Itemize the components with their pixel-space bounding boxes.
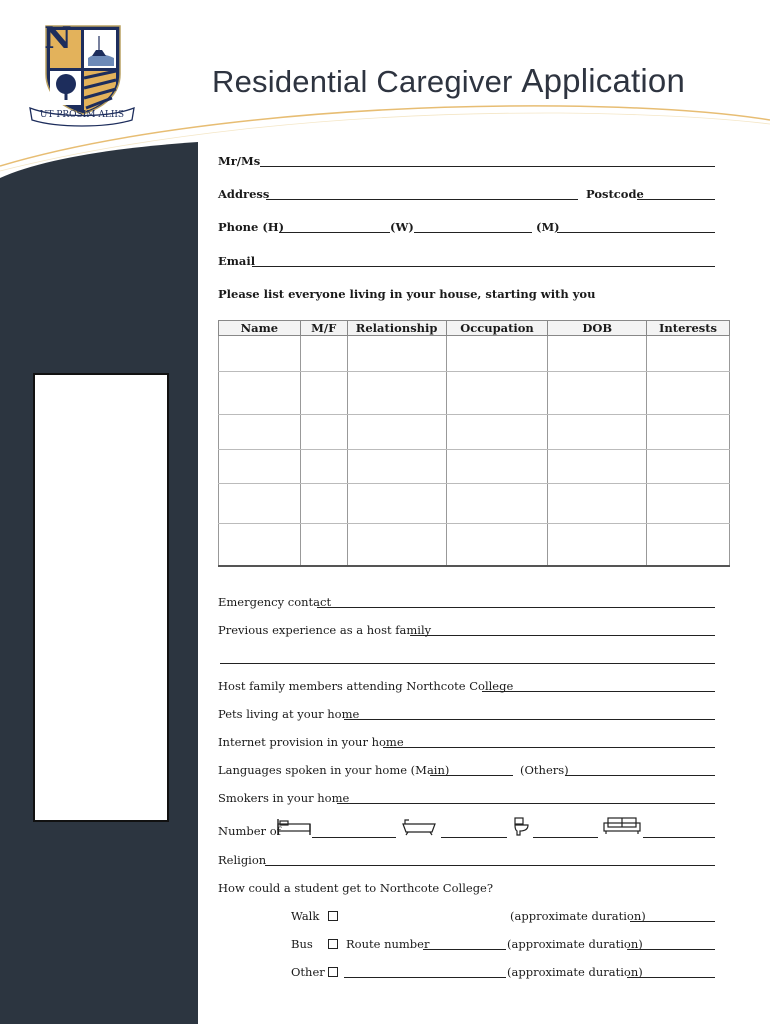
bed-icon bbox=[276, 818, 312, 836]
smokers-label: Smokers in your home bbox=[218, 791, 350, 805]
walk-duration-label: (approximate duration) bbox=[510, 909, 646, 923]
table-cell[interactable] bbox=[647, 415, 730, 450]
table-cell[interactable] bbox=[548, 372, 647, 415]
table-cell[interactable] bbox=[300, 372, 347, 415]
table-cell[interactable] bbox=[647, 372, 730, 415]
bathrooms-field[interactable] bbox=[441, 837, 507, 838]
table-cell[interactable] bbox=[446, 415, 548, 450]
pets-field[interactable] bbox=[344, 719, 715, 720]
table-cell[interactable] bbox=[446, 524, 548, 566]
table-cell[interactable] bbox=[347, 372, 446, 415]
table-cell[interactable] bbox=[548, 336, 647, 372]
household-table bbox=[218, 320, 730, 567]
table-cell[interactable] bbox=[300, 524, 347, 566]
members-label: Host family members attending Northcote College bbox=[218, 679, 514, 693]
internet-field[interactable] bbox=[383, 747, 715, 748]
address-label: Address bbox=[218, 187, 270, 201]
col-header-relationship: Relationship bbox=[347, 321, 446, 336]
number-of-label: Number of bbox=[218, 824, 281, 838]
phone-work-field[interactable] bbox=[414, 232, 532, 233]
col-header-occupation: Occupation bbox=[446, 321, 548, 336]
table-cell[interactable] bbox=[347, 524, 446, 566]
col-header-dob: DOB bbox=[548, 321, 647, 336]
title-part-2: Application bbox=[521, 62, 686, 99]
bus-label: Bus bbox=[291, 937, 313, 951]
other-label: Other bbox=[291, 965, 325, 979]
table-cell[interactable] bbox=[647, 450, 730, 484]
other-method-field[interactable] bbox=[344, 977, 506, 978]
bus-duration-label: (approximate duration) bbox=[507, 937, 643, 951]
table-row bbox=[219, 484, 730, 524]
other-duration-field[interactable] bbox=[627, 977, 715, 978]
members-field[interactable] bbox=[482, 691, 715, 692]
table-row bbox=[219, 372, 730, 415]
route-number-label: Route number bbox=[346, 937, 430, 951]
table-cell[interactable] bbox=[647, 484, 730, 524]
photo-box[interactable] bbox=[33, 373, 169, 822]
title-part-1: Residential Caregiver bbox=[212, 64, 513, 99]
table-cell[interactable] bbox=[219, 336, 301, 372]
route-number-field[interactable] bbox=[423, 949, 506, 950]
walk-label: Walk bbox=[291, 909, 320, 923]
table-row bbox=[219, 415, 730, 450]
table-cell[interactable] bbox=[548, 450, 647, 484]
phone-mobile-field[interactable] bbox=[557, 232, 715, 233]
col-header-name: Name bbox=[219, 321, 301, 336]
table-cell[interactable] bbox=[548, 524, 647, 566]
table-cell[interactable] bbox=[647, 336, 730, 372]
mr-ms-field[interactable] bbox=[260, 166, 715, 167]
table-cell[interactable] bbox=[300, 450, 347, 484]
email-label: Email bbox=[218, 254, 256, 268]
table-cell[interactable] bbox=[219, 450, 301, 484]
table-cell[interactable] bbox=[347, 415, 446, 450]
table-cell[interactable] bbox=[446, 484, 548, 524]
toilet-icon bbox=[512, 816, 532, 836]
phone-mobile-label: (M) bbox=[536, 220, 560, 234]
table-cell[interactable] bbox=[300, 336, 347, 372]
table-cell[interactable] bbox=[219, 415, 301, 450]
other-checkbox[interactable] bbox=[328, 967, 338, 977]
table-cell[interactable] bbox=[548, 484, 647, 524]
languages-main-label: Languages spoken in your home (Main) bbox=[218, 763, 450, 777]
table-cell[interactable] bbox=[647, 524, 730, 566]
bedrooms-field[interactable] bbox=[312, 837, 396, 838]
languages-others-label: (Others) bbox=[520, 763, 569, 777]
table-cell[interactable] bbox=[446, 336, 548, 372]
internet-label: Internet provision in your home bbox=[218, 735, 404, 749]
bath-icon bbox=[400, 818, 438, 836]
table-cell[interactable] bbox=[300, 415, 347, 450]
crest-letter: N bbox=[44, 21, 72, 56]
mr-ms-label: Mr/Ms bbox=[218, 154, 261, 168]
experience-field-line-2[interactable] bbox=[220, 663, 715, 664]
phone-home-label: Phone (H) bbox=[218, 220, 285, 234]
toilets-field[interactable] bbox=[533, 837, 598, 838]
walk-duration-field[interactable] bbox=[630, 921, 715, 922]
postcode-label: Postcode bbox=[586, 187, 644, 201]
emergency-contact-label: Emergency contact bbox=[218, 595, 332, 609]
table-row bbox=[219, 450, 730, 484]
sofa-icon bbox=[602, 816, 642, 836]
household-prompt: Please list everyone living in your house, starting with you bbox=[218, 287, 596, 301]
bus-duration-field[interactable] bbox=[627, 949, 715, 950]
religion-label: Religion bbox=[218, 853, 267, 867]
postcode-field[interactable] bbox=[637, 199, 715, 200]
table-cell[interactable] bbox=[347, 450, 446, 484]
religion-field[interactable] bbox=[265, 865, 715, 866]
emergency-contact-field[interactable] bbox=[317, 607, 715, 608]
col-header-sex: M/F bbox=[300, 321, 347, 336]
languages-others-field[interactable] bbox=[565, 775, 715, 776]
experience-label: Previous experience as a host family bbox=[218, 623, 432, 637]
table-cell[interactable] bbox=[347, 484, 446, 524]
phone-work-label: (W) bbox=[390, 220, 414, 234]
table-cell[interactable] bbox=[219, 372, 301, 415]
table-cell[interactable] bbox=[347, 336, 446, 372]
table-cell[interactable] bbox=[446, 372, 548, 415]
lounges-field[interactable] bbox=[643, 837, 715, 838]
transport-prompt: How could a student get to Northcote College? bbox=[218, 881, 494, 895]
email-field[interactable] bbox=[252, 266, 715, 267]
table-row bbox=[219, 524, 730, 566]
table-cell[interactable] bbox=[548, 415, 647, 450]
pets-label: Pets living at your home bbox=[218, 707, 360, 721]
col-header-interests: Interests bbox=[647, 321, 730, 336]
phone-home-field[interactable] bbox=[279, 232, 390, 233]
table-row bbox=[219, 336, 730, 372]
table-header-row bbox=[219, 321, 730, 336]
table-cell[interactable] bbox=[219, 524, 301, 566]
smokers-field[interactable] bbox=[337, 803, 715, 804]
languages-main-field[interactable] bbox=[430, 775, 513, 776]
experience-field[interactable] bbox=[410, 635, 715, 636]
address-field[interactable] bbox=[266, 199, 578, 200]
bus-checkbox[interactable] bbox=[328, 939, 338, 949]
table-cell[interactable] bbox=[219, 484, 301, 524]
crest-motto: UT PROSIM ALIIS bbox=[39, 110, 125, 120]
table-cell[interactable] bbox=[300, 484, 347, 524]
table-cell[interactable] bbox=[446, 450, 548, 484]
page-title bbox=[212, 62, 685, 100]
other-duration-label: (approximate duration) bbox=[507, 965, 643, 979]
walk-checkbox[interactable] bbox=[328, 911, 338, 921]
